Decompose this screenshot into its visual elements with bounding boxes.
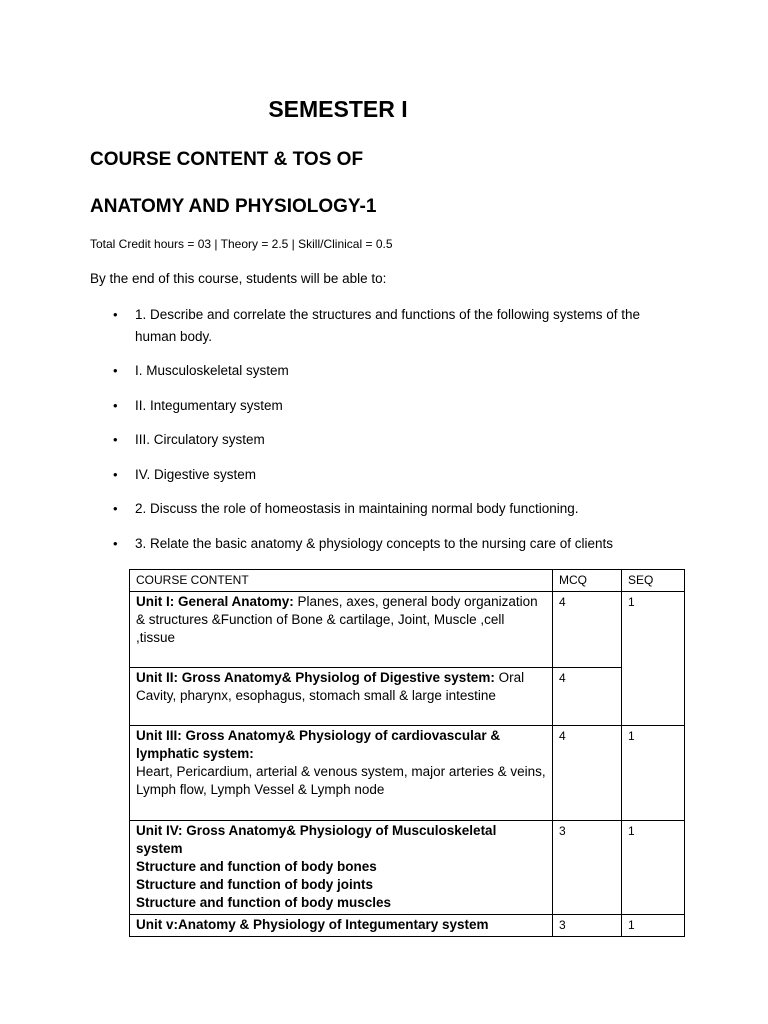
bullet-icon: • (113, 501, 118, 516)
mcq-cell: 4 (553, 726, 622, 821)
objectives-intro: By the end of this course, students will be able to: (90, 271, 387, 286)
unit-title: Unit v:Anatomy & Physiology of Integumentary system (136, 917, 489, 932)
header-course-content: COURSE CONTENT (130, 570, 553, 592)
unit-subline: Structure and function of body joints (136, 877, 373, 892)
mcq-cell: 3 (553, 915, 622, 937)
objective-text: 2. Discuss the role of homeostasis in maintaining normal body functioning. (135, 501, 579, 516)
unit-subline: Structure and function of body muscles (136, 895, 392, 910)
unit-cell (130, 821, 553, 915)
bullet-icon: • (113, 467, 118, 482)
header-mcq: MCQ (553, 570, 622, 592)
bullet-icon: • (113, 536, 118, 551)
objective-text: II. Integumentary system (135, 398, 283, 413)
objective-text: 1. Describe and correlate the structures and functions of the following systems of the human body. (135, 307, 641, 344)
objective-text: I. Musculoskeletal system (135, 363, 289, 378)
unit-title: Unit II: Gross Anatomy& Physiolog of Digestive system: (136, 670, 495, 685)
unit-detail: Planes, axes, general body organization & structures &Function of Bone & cartilage, Joint, Muscle ,cell ,tissue (136, 594, 538, 645)
bullet-icon: • (113, 307, 118, 322)
unit-title: Unit I: General Anatomy: (136, 594, 294, 609)
unit-detail: Oral Cavity, pharynx, esophagus, stomach small & large intestine (136, 670, 525, 703)
mcq-cell: 4 (553, 668, 622, 726)
objective-text: III. Circulatory system (135, 432, 265, 447)
bullet-icon: • (113, 398, 118, 413)
table-row (130, 726, 685, 821)
table-row (130, 821, 685, 915)
unit-cell (130, 668, 553, 726)
header-seq: SEQ (622, 570, 685, 592)
unit-cell (130, 915, 553, 937)
mcq-cell: 4 (553, 592, 622, 668)
table-row (130, 668, 685, 726)
credit-hours-line: Total Credit hours = 03 | Theory = 2.5 | Skill/Clinical = 0.5 (90, 237, 393, 251)
page-title: SEMESTER I (268, 96, 408, 122)
tos-table (129, 569, 685, 937)
unit-title: Unit III: Gross Anatomy& Physiology of cardiovascular & lymphatic system: (136, 728, 501, 761)
seq-cell: 1 (622, 821, 685, 915)
seq-cell: 1 (622, 592, 685, 726)
unit-subline: Structure and function of body bones (136, 859, 377, 874)
course-heading: COURSE CONTENT & TOS OF (90, 149, 364, 170)
seq-cell: 1 (622, 915, 685, 937)
unit-detail: Heart, Pericardium, arterial & venous system, major arteries & veins, Lymph flow, Lymph Vessel & Lymph node (136, 764, 546, 797)
bullet-icon: • (113, 432, 118, 447)
mcq-cell: 3 (553, 821, 622, 915)
seq-cell: 1 (622, 726, 685, 821)
objective-text: 3. Relate the basic anatomy & physiology concepts to the nursing care of clients (135, 536, 614, 551)
subject-heading: ANATOMY AND PHYSIOLOGY-1 (90, 196, 377, 217)
unit-cell (130, 592, 553, 668)
table-header-row (130, 570, 685, 592)
unit-title: Unit IV: Gross Anatomy& Physiology of Musculoskeletal system (136, 823, 497, 856)
bullet-icon: • (113, 363, 118, 378)
objective-text: IV. Digestive system (135, 467, 257, 482)
table-row (130, 915, 685, 937)
table-row (130, 592, 685, 668)
unit-cell (130, 726, 553, 821)
